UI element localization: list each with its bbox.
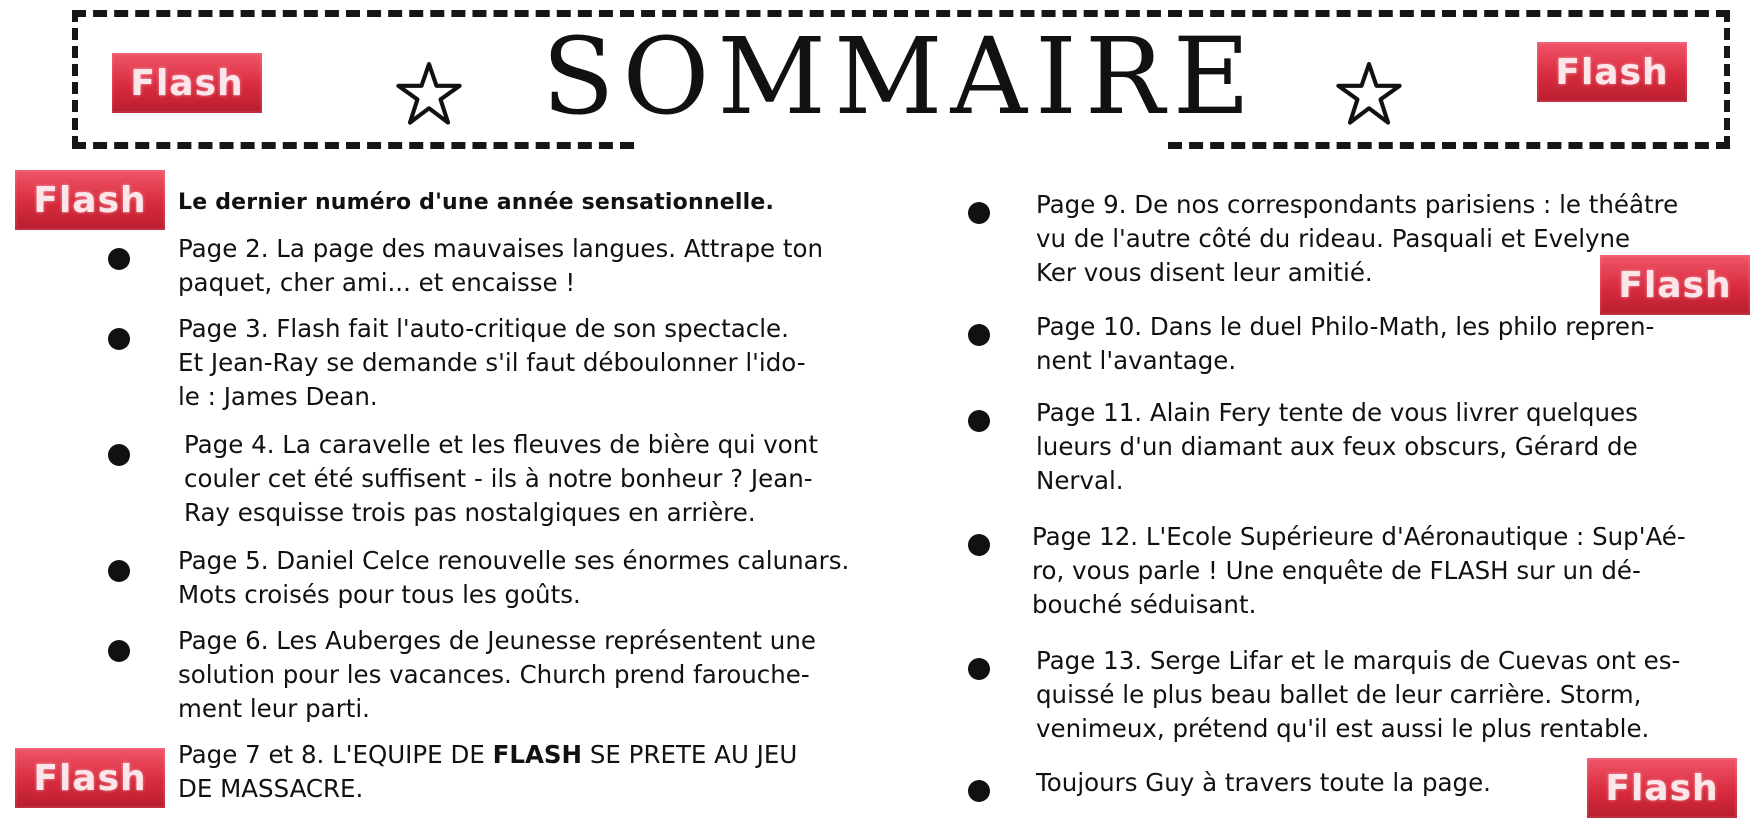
lead-line: Le dernier numéro d'une année sensationnelle. — [178, 190, 774, 215]
bullet-icon — [968, 202, 990, 224]
flash-logo: Flash — [1600, 255, 1750, 315]
bullet-icon — [968, 324, 990, 346]
bullet-icon — [108, 444, 130, 466]
page-title: SOMMAIRE — [541, 15, 1259, 138]
star-icon — [1335, 60, 1403, 128]
bullet-icon — [968, 780, 990, 802]
bullet-icon — [968, 658, 990, 680]
bullet-icon — [968, 534, 990, 556]
header-rule-right — [1168, 142, 1730, 156]
bullet-icon — [108, 328, 130, 350]
flash-logo: Flash — [1537, 42, 1687, 102]
flash-logo: Flash — [15, 748, 165, 808]
bullet-icon — [968, 410, 990, 432]
flash-logo: Flash — [1587, 758, 1737, 818]
bullet-icon — [108, 248, 130, 270]
header-rule-left — [72, 142, 634, 156]
flash-logo: Flash — [15, 170, 165, 230]
flash-logo: Flash — [112, 53, 262, 113]
bullet-icon — [108, 640, 130, 662]
star-icon — [395, 60, 463, 128]
bullet-icon — [108, 560, 130, 582]
